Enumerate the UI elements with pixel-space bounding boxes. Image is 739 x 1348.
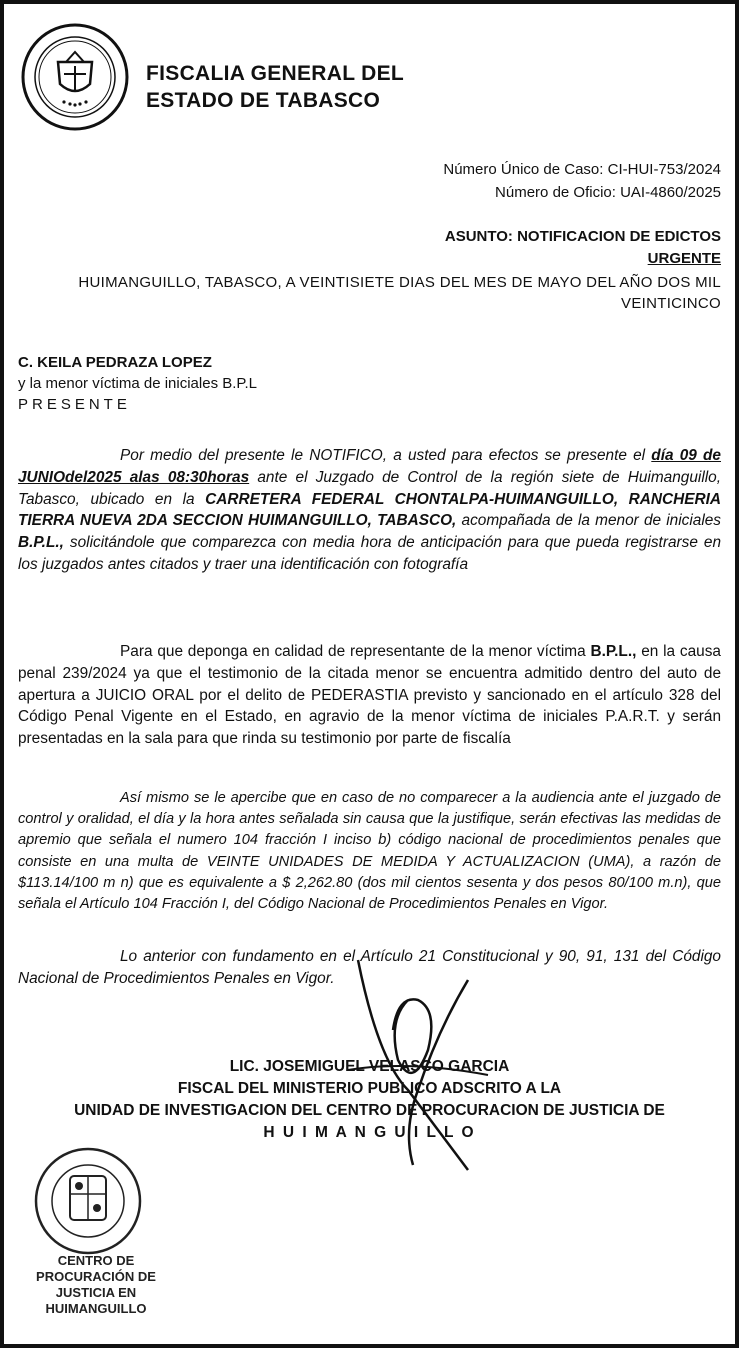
case-numbers <box>443 158 721 204</box>
p3-text: Así mismo se le apercibe que en caso de no comparecer a la audiencia ante el juzgado de control y oralidad, el día y la hora antes señalada sin causa que la justifique, serán efectivas las medidas de apremio que señala el numero 104 fracción I inciso b) código nacional de procedimientos penales que consiste en una multa de VEINTE UNIDADES DE MEDIDA Y ACTUALIZACION (UMA), a razón de $113.14/100 m n) que es equivalente a $ 2,262.80 (dos mil cientos sesenta y dos pesos 80/100 m.n), que señala el Artículo 104 Fracción I, del Código Nacional de Procedimientos Penales en Vigor. <box>18 790 721 913</box>
paragraph-apercibimiento <box>18 788 721 915</box>
urgente-label: URGENTE <box>647 250 721 267</box>
paragraph-purpose <box>18 641 721 750</box>
signature-block <box>0 1056 739 1144</box>
asunto-line: ASUNTO: NOTIFICACION DE EDICTOS <box>444 228 721 245</box>
p4-text: Lo anterior con fundamento en el Artículo 21 Constitucional y 90, 91, 131 del Código Nacional de Procedimientos Penales en Vigor. <box>18 948 721 987</box>
recipient-name: C. KEILA PEDRAZA LOPEZ <box>18 354 212 371</box>
recipient-line-2: y la menor víctima de iniciales B.P.L <box>18 375 257 392</box>
agency-name <box>146 60 404 114</box>
paragraph-notification <box>18 445 721 576</box>
signer-unit: UNIDAD DE INVESTIGACION DEL CENTRO DE PROCURACION DE JUSTICIA DE <box>74 1102 665 1119</box>
p1-text-b: ante el Juzgado de Control de la región siete de Huimanguillo, Tabasco, ubicado en la <box>18 468 721 508</box>
official-stamp-seal <box>26 1146 156 1256</box>
p2-text-b: en la causa penal 239/2024 ya que el testimonio de la citada menor se encuentra admitido dentro del auto de apertura a JUICIO ORAL por el delito de PEDERASTIA previsto y sancionado en el artículo 328 del Código Penal Vigente en el Estado, en agravio de la menor víctima de iniciales P.A.R.T. y serán presentadas en la sala para que rinda su testimonio por parte de fiscalía <box>18 643 721 748</box>
p1-text-a: Por medio del presente le NOTIFICO, a usted para efectos se presente el <box>120 447 646 464</box>
p2-text-a: Para que deponga en calidad de representante de la menor víctima <box>120 643 586 660</box>
stamp-label: CENTRO DE PROCURACIÓN DE JUSTICIA EN HUIMANGUILLO <box>36 1253 156 1316</box>
p1-text-c: acompañada de la menor de iniciales <box>461 512 721 530</box>
signer-name: LIC. JOSEMIGUEL VELASCO GARCIA <box>229 1058 510 1075</box>
p1-initials: B.P.L., <box>18 534 64 552</box>
hearing-date: día 09 de JUNIOdel2025 alas 08:30horas <box>18 447 721 486</box>
presente: PRESENTE <box>18 396 131 413</box>
numero-oficio: Número de Oficio: UAI-4860/2025 <box>495 184 721 201</box>
recipient <box>18 352 257 415</box>
signer-city: H U I M A N G U I L L O <box>263 1124 476 1141</box>
place-and-date: HUIMANGUILLO, TABASCO, A VEINTISIETE DIAS DEL MES DE MAYO DEL AÑO DOS MIL VEINTICINCO <box>78 274 721 312</box>
agency-line-2: ESTADO DE TABASCO <box>146 89 381 112</box>
asunto <box>445 226 721 270</box>
signer-title: FISCAL DEL MINISTERIO PUBLICO ADSCRITO A LA <box>177 1080 562 1097</box>
fiscalia-seal-logo <box>20 22 130 132</box>
p1-text-d: solicitándole que comparezca con media hora de anticipación para que pueda registrarse en los juzgados antes citados y traer una identificación con fotografía <box>18 534 722 573</box>
p2-initials: B.P.L., <box>590 643 637 660</box>
court-address: CARRETERA FEDERAL CHONTALPA-HUIMANGUILLO, RANCHERIA TIERRA NUEVA 2DA SECCION HUIMANGUILLO, TABASCO, <box>18 490 721 530</box>
agency-line-1: FISCALIA GENERAL DEL <box>146 62 405 85</box>
numero-unico-caso: Número Único de Caso: CI-HUI-753/2024 <box>443 161 721 178</box>
